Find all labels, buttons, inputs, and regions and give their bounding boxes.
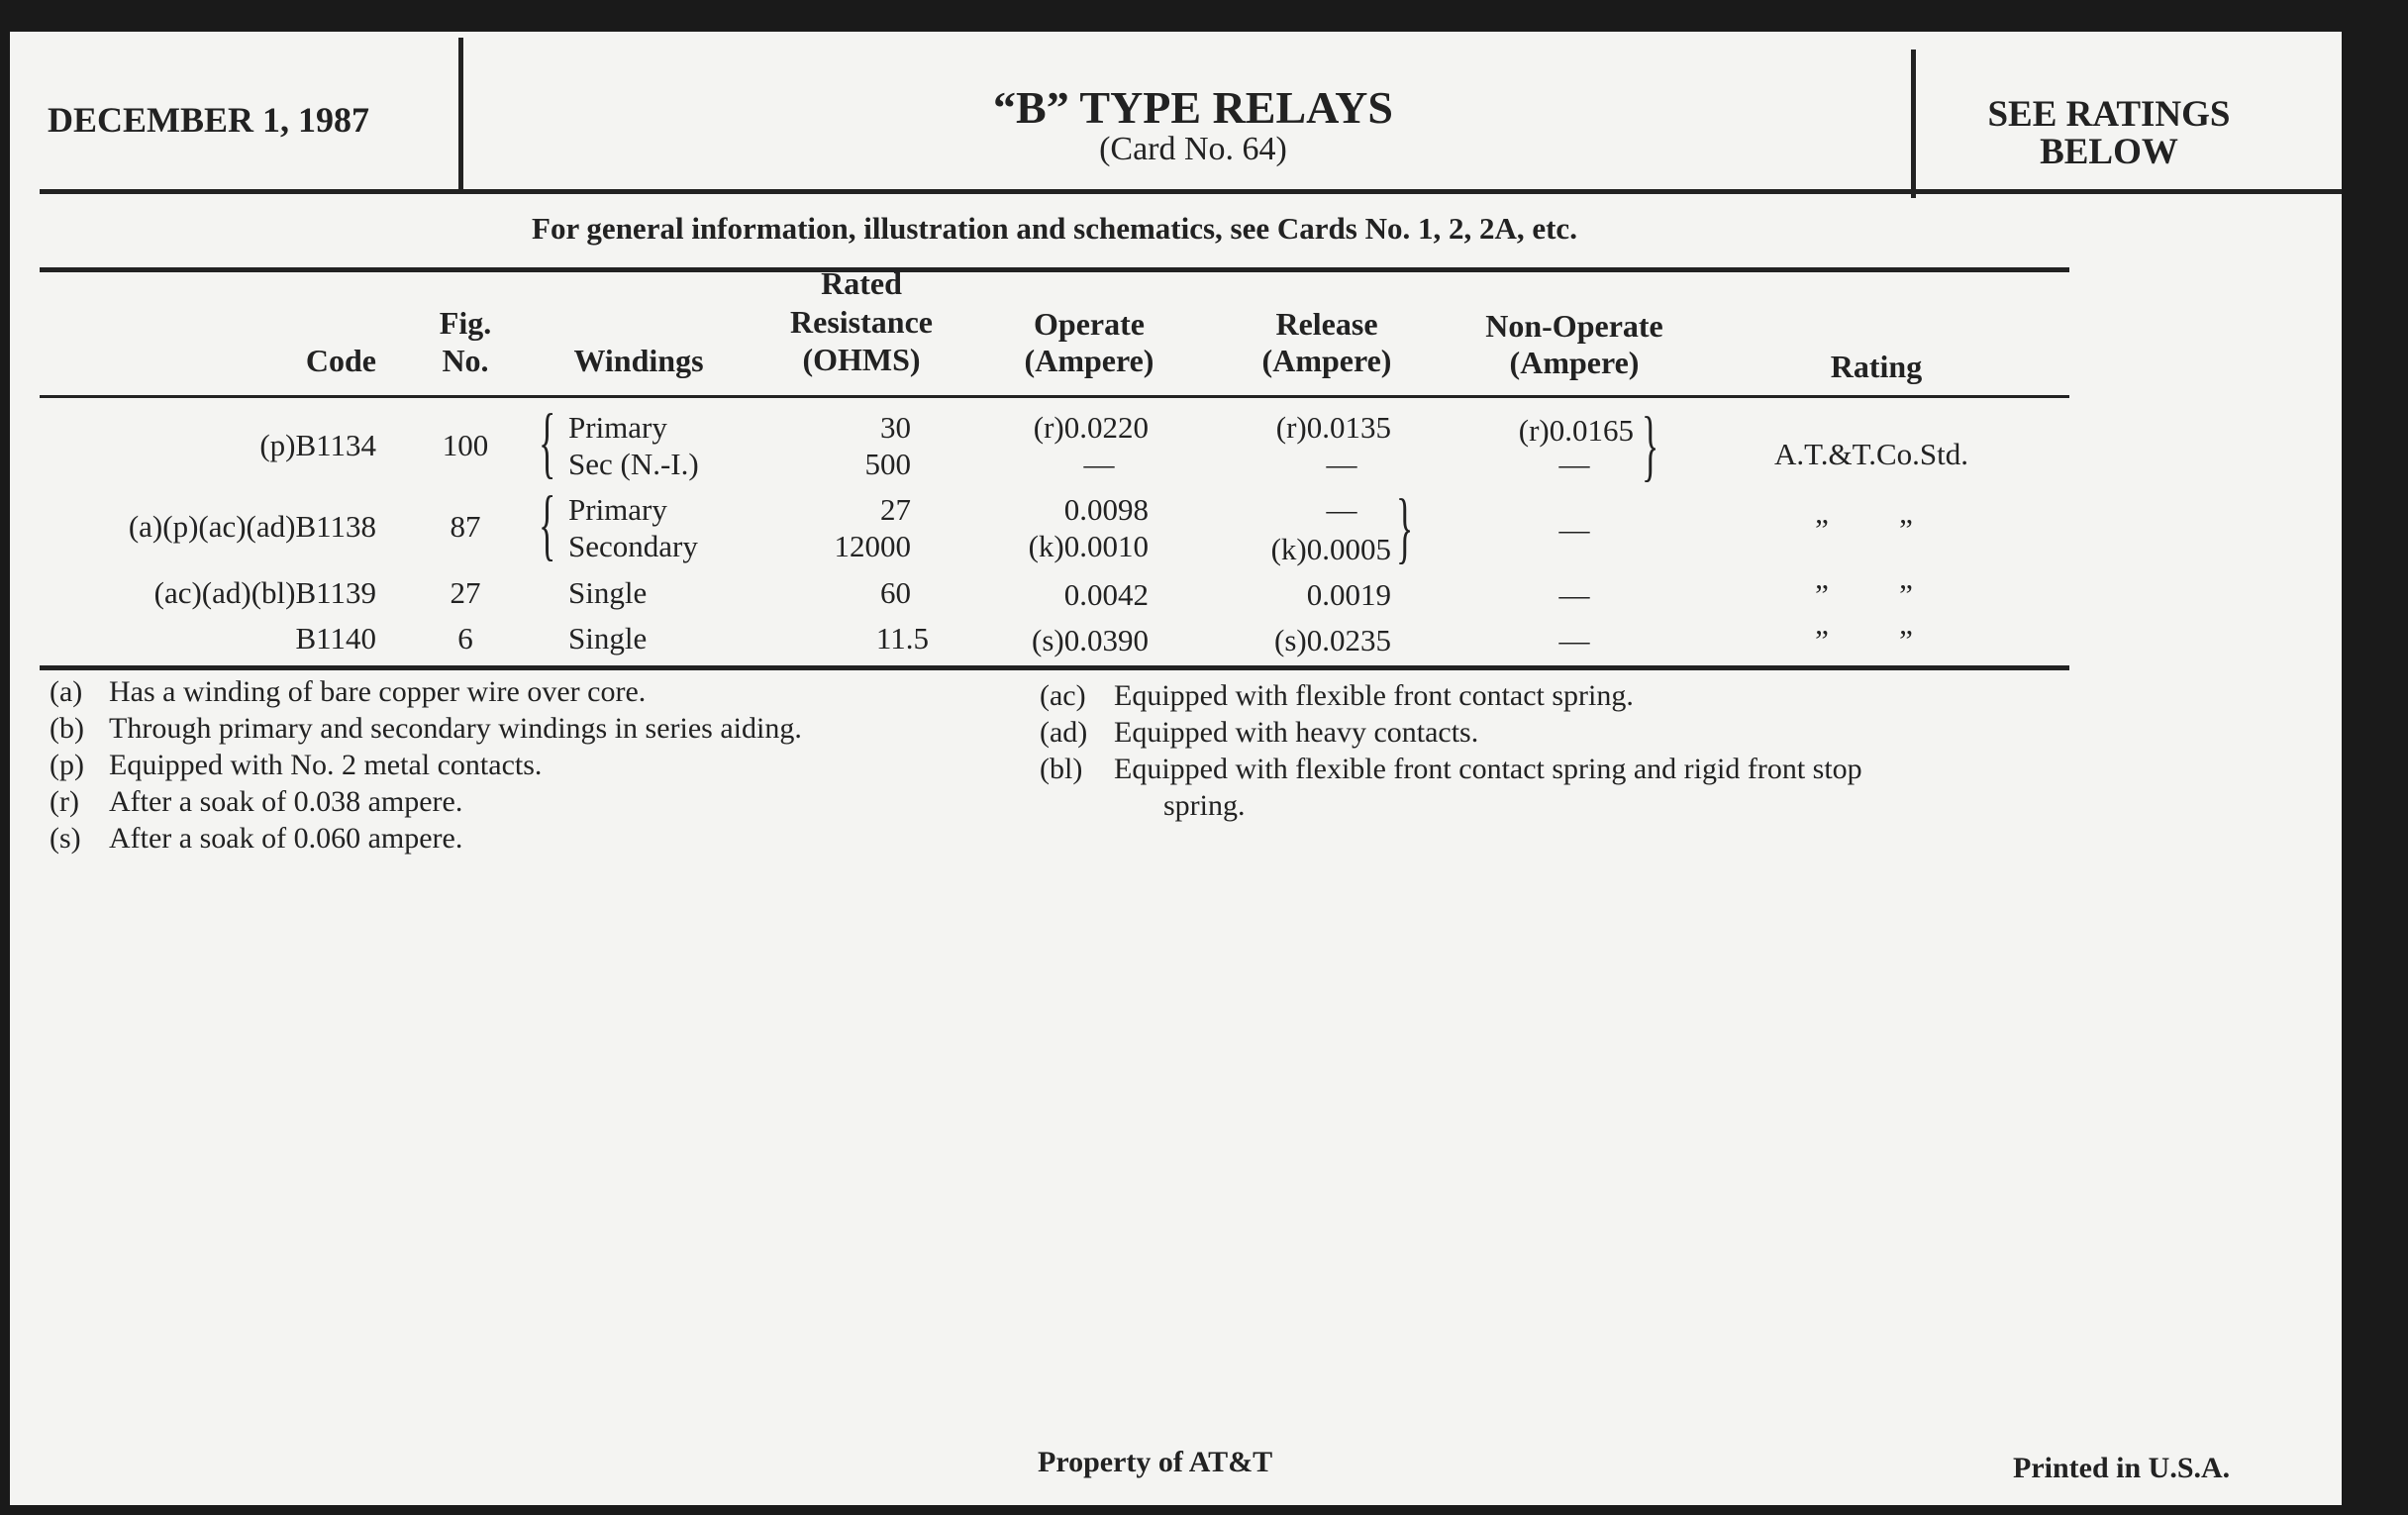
col-code: Code (305, 343, 376, 378)
row-fig: 6 (457, 621, 473, 656)
row-code: B1140 (295, 621, 376, 656)
row-release: — (1326, 447, 1357, 481)
row-rating: A.T.&T.Co.Std. (1773, 437, 1969, 471)
footnote-key: (p) (50, 749, 84, 781)
footnote (1040, 714, 1478, 751)
footnote-text: Equipped with flexible front contact spring. (1114, 679, 1634, 712)
row-windings: Single (568, 575, 648, 610)
footnote (50, 783, 462, 820)
windings-brace-icon: { (539, 399, 556, 486)
footnote-text: Has a winding of bare copper wire over core. (109, 675, 647, 708)
row-code: (a)(p)(ac)(ad)B1138 (128, 509, 376, 544)
row-rating-ditto: ” (1899, 512, 1913, 547)
windings-brace-icon: { (539, 481, 556, 568)
row-resistance: 60 (880, 575, 911, 610)
row-operate: 0.0098 (1063, 492, 1149, 527)
row-nonoperate: — (1558, 623, 1590, 657)
row-nonoperate: — (1558, 577, 1590, 612)
row-resistance: 30 (880, 410, 911, 445)
general-info: For general information, illustration and schematics, see Cards No. 1, 2, 2A, etc. (532, 211, 1577, 246)
row-nonoperate: (r)0.0165 (1518, 413, 1634, 448)
col-rating: Rating (1830, 349, 1923, 384)
col-res-1: Rated (821, 265, 902, 301)
col-windings: Windings (573, 343, 704, 378)
footnote-key: (r) (50, 785, 79, 818)
row-rating-ditto: ” (1899, 577, 1913, 612)
table-bottom-rule (40, 665, 2069, 670)
row-operate: (k)0.0010 (1028, 529, 1149, 563)
release-brace-icon: } (1396, 484, 1414, 571)
relay-card (10, 32, 2342, 1505)
row-rating-ditto: ” (1899, 623, 1913, 657)
row-operate: (r)0.0220 (1033, 410, 1149, 445)
row-release: 0.0019 (1306, 577, 1391, 612)
printed-note: Printed in U.S.A. (2013, 1452, 2231, 1484)
row-resistance: 500 (864, 447, 911, 481)
footnote-continuation: spring. (1163, 789, 1246, 822)
footnote-key: (a) (50, 675, 83, 708)
row-release: — (1326, 492, 1357, 527)
row-winding-primary: Primary (568, 492, 667, 527)
col-nonop-2: (Ampere) (1509, 345, 1640, 380)
nonoperate-brace-icon: } (1642, 402, 1659, 489)
table-header-rule (40, 395, 2069, 398)
row-rating-ditto: ” (1815, 623, 1829, 657)
row-operate: (s)0.0390 (1032, 623, 1149, 657)
card-subtitle: (Card No. 64) (1099, 131, 1287, 167)
col-res-2: Resistance (790, 304, 933, 340)
footnote-key: (ad) (1040, 716, 1088, 749)
row-rating-ditto: ” (1815, 577, 1829, 612)
ratings-note-1: SEE RATINGS (1987, 94, 2231, 135)
header-rule (40, 189, 2342, 194)
footnote-text: Equipped with heavy contacts. (1114, 716, 1479, 749)
card-date: DECEMBER 1, 1987 (48, 100, 370, 140)
footnote (50, 820, 462, 857)
footnote (50, 710, 802, 747)
col-rel-1: Release (1275, 306, 1378, 342)
footnote (50, 747, 542, 783)
row-winding-secondary: Secondary (568, 529, 698, 563)
header-divider-left (458, 38, 463, 193)
row-nonoperate: — (1558, 512, 1590, 547)
footnote-text: Equipped with No. 2 metal contacts. (109, 749, 543, 781)
footnote (1040, 751, 1862, 787)
row-fig: 100 (442, 428, 489, 462)
footnote-text: Through primary and secondary windings in series aiding. (109, 712, 802, 745)
footnote-text: After a soak of 0.060 ampere. (109, 822, 463, 855)
row-operate: — (1083, 447, 1115, 481)
property-note: Property of AT&T (1038, 1446, 1273, 1478)
row-rating-ditto: ” (1815, 512, 1829, 547)
row-resistance: 27 (880, 492, 911, 527)
footnote-key: (b) (50, 712, 84, 745)
table-top-rule (40, 267, 2069, 272)
footnote-key: (s) (50, 822, 81, 855)
col-res-3: (OHMS) (802, 342, 921, 377)
col-op-1: Operate (1034, 306, 1145, 342)
col-rel-2: (Ampere) (1261, 343, 1392, 378)
footnote (1040, 677, 1634, 714)
row-nonoperate: — (1558, 447, 1590, 481)
col-fig-2: No. (442, 343, 489, 378)
row-release: (r)0.0135 (1275, 410, 1391, 445)
col-fig-1: Fig. (439, 305, 492, 341)
footnote-text: Equipped with flexible front contact spring and rigid front stop (1114, 753, 1862, 785)
row-operate: 0.0042 (1063, 577, 1149, 612)
footnote-key: (bl) (1040, 753, 1083, 785)
row-release: (k)0.0005 (1270, 532, 1391, 566)
row-code: (p)B1134 (259, 428, 376, 462)
row-fig: 27 (450, 575, 481, 610)
row-winding-secondary: Sec (N.-I.) (568, 447, 699, 481)
row-release: (s)0.0235 (1274, 623, 1391, 657)
row-resistance: 12000 (834, 529, 911, 563)
col-nonop-1: Non-Operate (1485, 308, 1663, 344)
footnote (50, 673, 646, 710)
header-divider-right (1911, 50, 1916, 198)
ratings-note-2: BELOW (2040, 132, 2178, 172)
row-code: (ac)(ad)(bl)B1139 (153, 575, 376, 610)
row-fig: 87 (450, 509, 481, 544)
row-winding-primary: Primary (568, 410, 667, 445)
footnote-key: (ac) (1040, 679, 1086, 712)
card-title: “B” TYPE RELAYS (993, 82, 1393, 133)
row-resistance: 11.5 (875, 621, 929, 656)
col-op-2: (Ampere) (1024, 343, 1154, 378)
row-windings: Single (568, 621, 648, 656)
footnote-text: After a soak of 0.038 ampere. (109, 785, 463, 818)
